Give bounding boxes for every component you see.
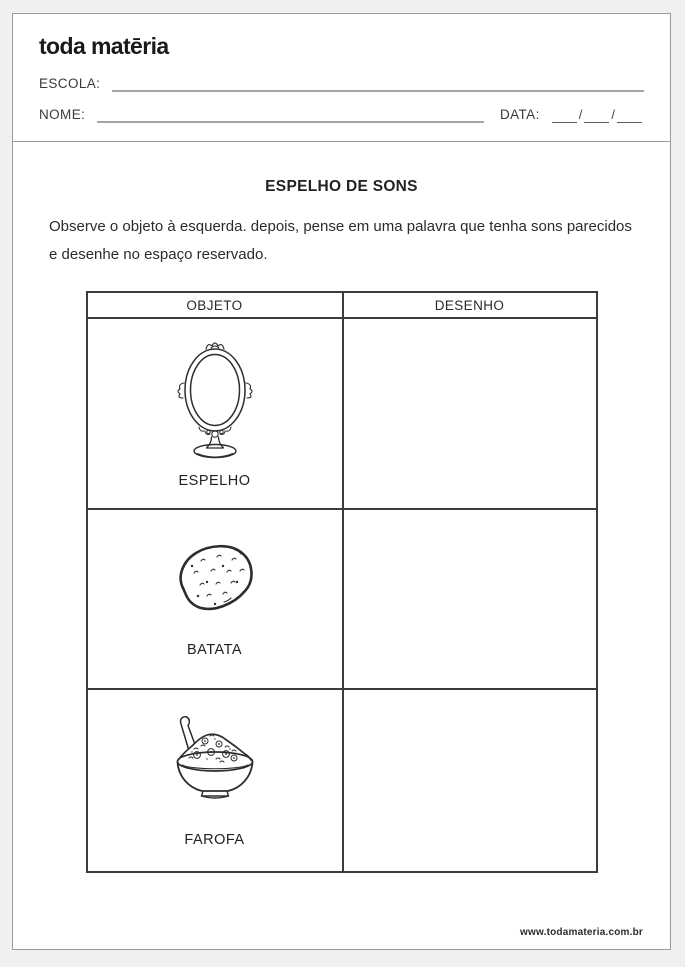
object-cell-farofa <box>88 690 342 871</box>
date-year-blank <box>617 109 642 123</box>
worksheet-header <box>12 13 671 142</box>
drawing-cell-farofa <box>342 690 596 871</box>
object-label: BATATA <box>186 642 243 658</box>
nome-blank-line <box>97 109 484 123</box>
drawing-cell-batata <box>342 510 596 688</box>
date-day-blank <box>552 109 577 123</box>
data-label: DATA: <box>499 107 540 122</box>
escola-blank-line <box>112 78 644 92</box>
date-month-blank <box>584 109 609 123</box>
drawing-cell-espelho <box>342 319 596 508</box>
object-label: ESPELHO <box>178 472 251 489</box>
escola-field-row <box>39 76 644 92</box>
object-cell-espelho <box>88 319 342 508</box>
page-title: ESPELHO DE SONS <box>265 178 418 195</box>
table-row <box>88 688 596 871</box>
farofa-bowl-icon <box>164 714 266 812</box>
potato-icon <box>171 540 259 620</box>
date-separator: / <box>611 107 615 122</box>
website-url: www.todamateria.com.br <box>520 927 643 938</box>
column-header-objeto: OBJETO <box>186 297 243 313</box>
date-separator: / <box>578 107 583 122</box>
nome-field-row <box>39 107 644 123</box>
worksheet-body <box>12 141 671 950</box>
mirror-icon <box>174 339 256 463</box>
instructions-text: Observe o objeto à esquerda. depois, pense em uma palavra que tenha sons parecidos e desenhe no espaço reservado. <box>49 218 632 263</box>
column-header-desenho: DESENHO <box>342 293 596 317</box>
nome-label: NOME: <box>39 107 86 122</box>
table-row <box>88 317 596 508</box>
escola-label: ESCOLA: <box>39 76 101 91</box>
table-row <box>88 508 596 688</box>
sound-mirror-table <box>86 291 598 873</box>
object-label: FAROFA <box>184 831 245 848</box>
object-cell-batata <box>88 510 342 688</box>
table-header-row <box>88 293 596 317</box>
toda-materia-logo: toda matēria <box>39 33 169 59</box>
